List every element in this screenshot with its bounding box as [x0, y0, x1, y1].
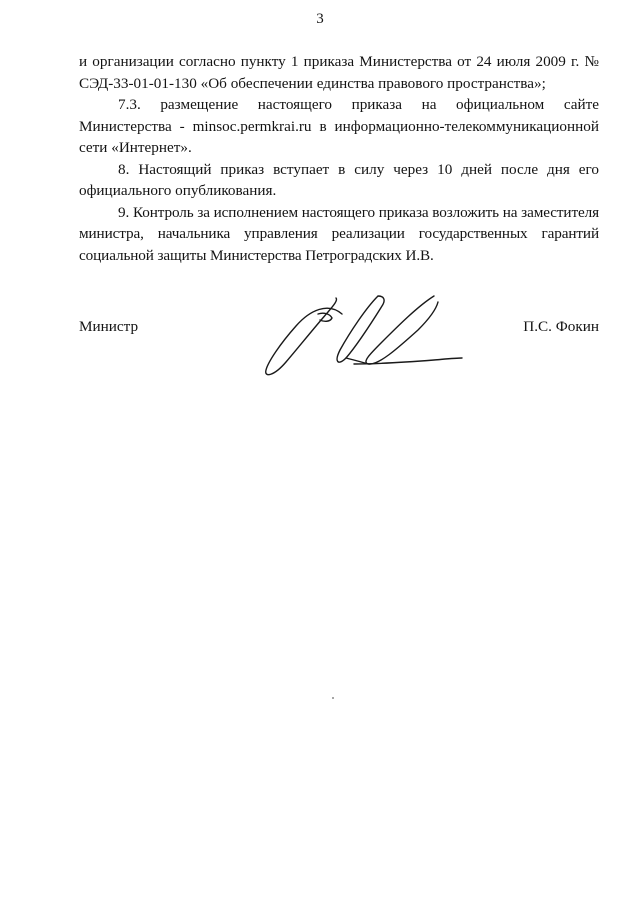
signer-position: Министр — [79, 318, 139, 335]
page-number: 3 — [316, 11, 324, 27]
signer-name: П.С. Фокин — [523, 318, 599, 335]
document-body — [79, 51, 599, 266]
signature-block — [0, 300, 640, 400]
scan-speck — [332, 697, 334, 699]
paragraph-9: 9. Контроль за исполнением настоящего приказа возложить на заместителя министра, начальника управления реализации государственных гарантий социальной защиты Министерства Петроградских И.В. — [79, 203, 599, 264]
paragraph-7-3: 7.3. размещение настоящего приказа на официальном сайте Министерства - minsoc.permkrai.ru в информационно-телекоммуникационной сети «Интернет». — [79, 96, 599, 156]
paragraph-8: 8. Настоящий приказ вступает в силу через 10 дней после дня его официального опубликования. — [79, 160, 599, 199]
paragraph-7-2-continuation: и организации согласно пункту 1 приказа Министерства от 24 июля 2009 г. № СЭД-33-01-01-130 «Об обеспечении единства правового пространства»; — [79, 53, 599, 92]
handwritten-signature — [258, 292, 468, 382]
